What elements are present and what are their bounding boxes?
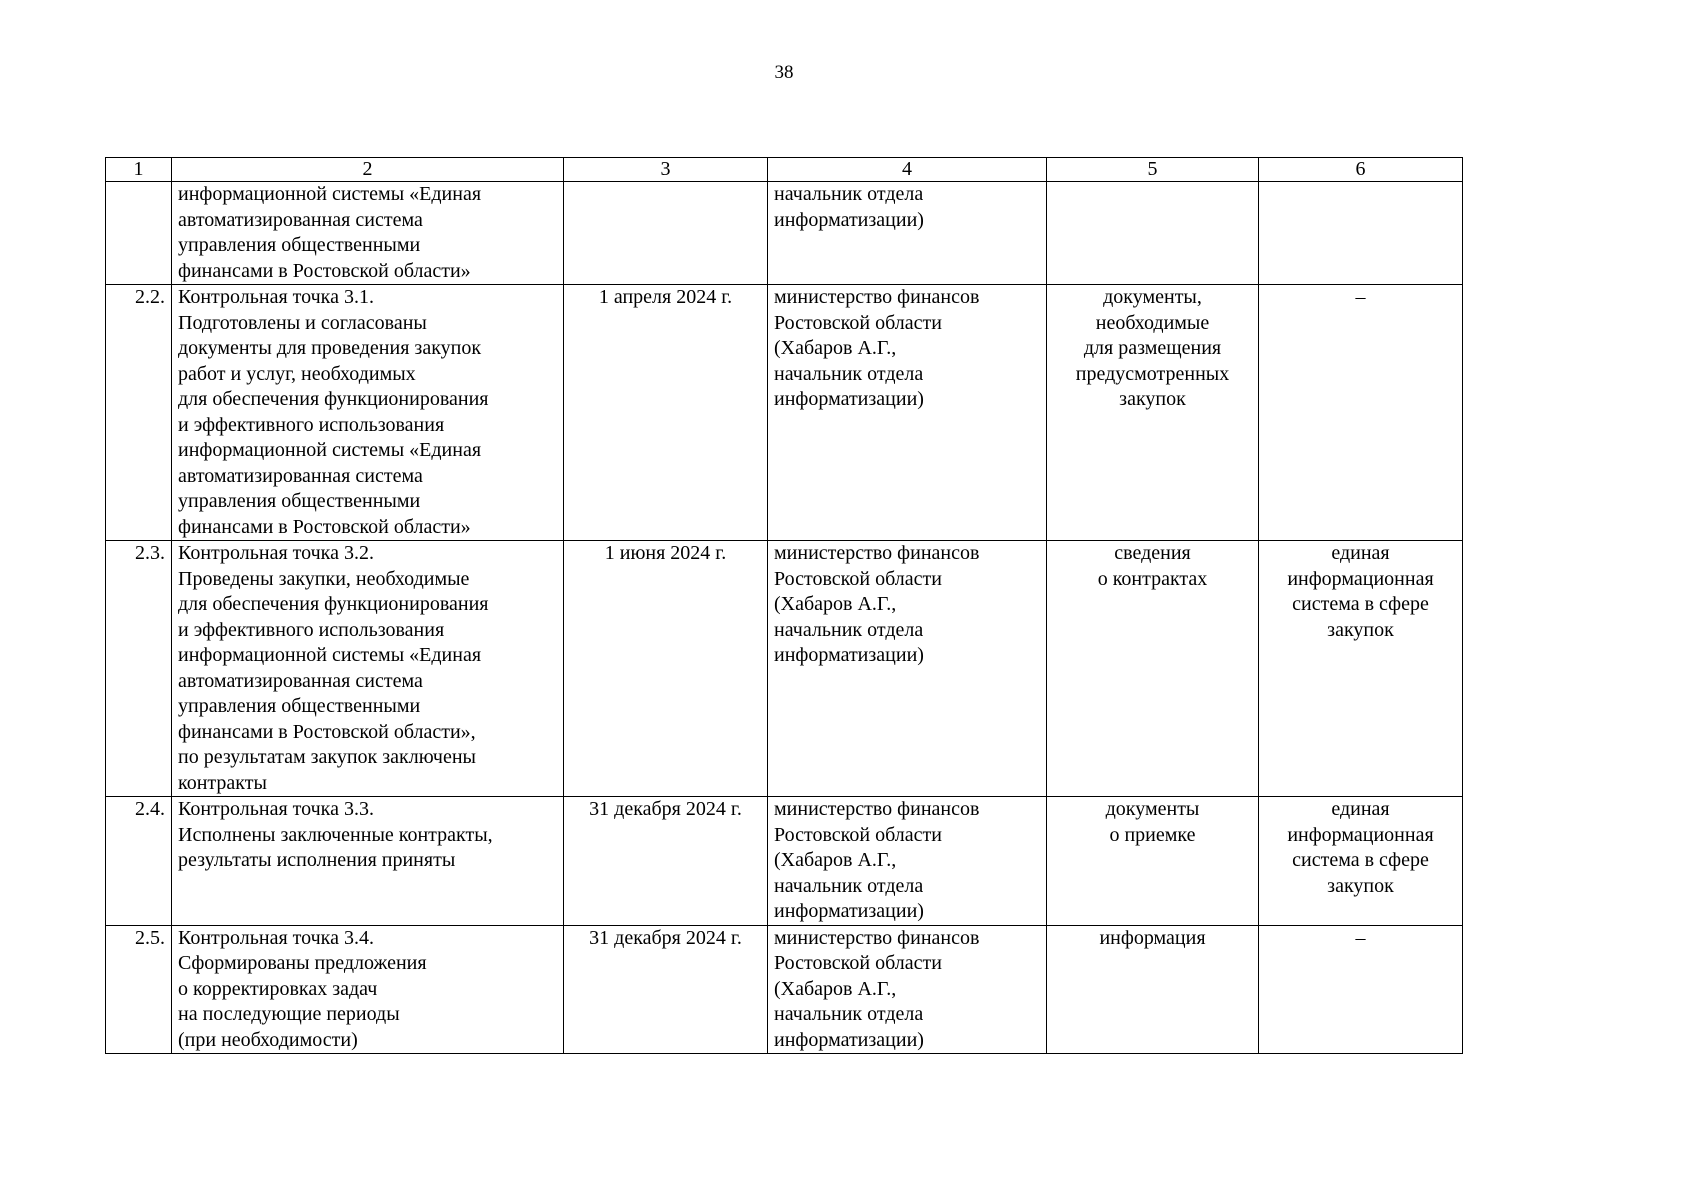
column-number-1: 1 xyxy=(106,158,172,182)
cell-text-line: управления общественными xyxy=(178,695,421,717)
cell-text-line: Контрольная точка 3.4. xyxy=(178,926,374,949)
cell-text-line: для обеспечения функционирования xyxy=(178,388,489,410)
responsible-cell xyxy=(768,285,1047,541)
cell-text-line: Контрольная точка 3.2. xyxy=(178,542,374,564)
column-number-4: 4 xyxy=(768,158,1047,182)
cell-text-line: система в сфере xyxy=(1292,593,1429,615)
cell-text-line: информатизации) xyxy=(774,1028,924,1051)
table-row xyxy=(106,925,1463,1054)
cell-text-line: о приемке xyxy=(1109,823,1196,846)
cell-text-line: начальник отдела xyxy=(774,183,924,205)
cell-text-line: (Хабаров А.Г., xyxy=(774,593,897,615)
information-system-cell xyxy=(1259,925,1463,1054)
cell-text-line: (Хабаров А.Г., xyxy=(774,977,897,1000)
cell-text-line: информатизации) xyxy=(774,900,924,922)
row-number-cell: 2.5. xyxy=(106,925,172,1054)
document-type-cell xyxy=(1047,925,1259,1054)
event-name-cell xyxy=(172,285,564,541)
cell-text-line: начальник отдела xyxy=(774,618,924,641)
cell-text-line: Ростовской области xyxy=(774,823,942,846)
cell-text-line: Подготовлены и согласованы xyxy=(178,311,427,334)
responsible-cell xyxy=(768,182,1047,285)
cell-text-line: и эффективного использования xyxy=(178,413,445,436)
row-number-cell xyxy=(106,182,172,285)
cell-text-line: министерство финансов xyxy=(774,926,980,949)
cell-text-line: – xyxy=(1355,286,1366,308)
event-name-cell xyxy=(172,925,564,1054)
column-number-6: 6 xyxy=(1259,158,1463,182)
event-name-cell xyxy=(172,541,564,797)
cell-text-line: работ и услуг, необходимых xyxy=(178,362,416,385)
cell-text-line: единая xyxy=(1331,798,1390,820)
cell-text-line: информатизации) xyxy=(774,208,924,231)
cell-text-line: для размещения xyxy=(1083,337,1222,359)
cell-text-line: начальник отдела xyxy=(774,1003,924,1025)
table-row xyxy=(106,541,1463,797)
cell-text-line: о контрактах xyxy=(1097,567,1208,590)
column-number-2: 2 xyxy=(172,158,564,182)
cell-text-line: 1 июня 2024 г. xyxy=(604,542,727,564)
cell-text-line: 31 декабря 2024 г. xyxy=(589,926,742,949)
document-type-cell xyxy=(1047,182,1259,285)
cell-text-line: документы для проведения закупок xyxy=(178,337,482,359)
information-system-cell xyxy=(1259,285,1463,541)
cell-text-line: о корректировках задач xyxy=(178,977,378,1000)
cell-text-line: информационной системы «Единая xyxy=(178,183,482,205)
table-body xyxy=(106,182,1463,1054)
column-number-3: 3 xyxy=(564,158,768,182)
cell-text-line: автоматизированная система xyxy=(178,208,423,231)
responsible-cell xyxy=(768,541,1047,797)
table-row xyxy=(106,797,1463,926)
cell-text-line: (Хабаров А.Г., xyxy=(774,337,897,359)
cell-text-line: контракты xyxy=(178,771,267,794)
document-type-cell xyxy=(1047,285,1259,541)
cell-text-line: Проведены закупки, необходимые xyxy=(178,567,470,590)
cell-text-line: министерство финансов xyxy=(774,542,980,564)
cell-text-line: Исполнены заключенные контракты, xyxy=(178,823,493,846)
cell-text-line: информатизации) xyxy=(774,644,924,666)
cell-text-line: на последующие периоды xyxy=(178,1003,400,1025)
row-number-cell: 2.2. xyxy=(106,285,172,541)
cell-text-line: Ростовской области xyxy=(774,952,942,974)
cell-text-line: финансами в Ростовской области» xyxy=(178,259,471,282)
document-type-cell xyxy=(1047,797,1259,926)
cell-text-line: Ростовской области xyxy=(774,311,942,334)
cell-text-line: и эффективного использования xyxy=(178,618,445,641)
cell-text-line: Ростовской области xyxy=(774,567,942,590)
cell-text-line: информационной системы «Единая xyxy=(178,644,482,666)
event-name-cell xyxy=(172,182,564,285)
responsible-cell xyxy=(768,797,1047,926)
cell-text-line: автоматизированная система xyxy=(178,464,423,487)
plan-table xyxy=(105,157,1463,1054)
cell-text-line: сведения xyxy=(1114,542,1191,564)
row-number-cell: 2.3. xyxy=(106,541,172,797)
cell-text-line: закупок xyxy=(1327,874,1394,897)
column-number-5: 5 xyxy=(1047,158,1259,182)
information-system-cell xyxy=(1259,541,1463,797)
cell-text-line: 31 декабря 2024 г. xyxy=(589,798,742,820)
cell-text-line: результаты исполнения приняты xyxy=(178,849,456,871)
cell-text-line: информация xyxy=(1099,926,1206,949)
cell-text-line: документы xyxy=(1105,798,1200,820)
cell-text-line: информатизации) xyxy=(774,388,924,410)
document-type-cell xyxy=(1047,541,1259,797)
cell-text-line: информационная xyxy=(1287,823,1434,846)
row-number-cell: 2.4. xyxy=(106,797,172,926)
deadline-cell xyxy=(564,182,768,285)
cell-text-line: документы, xyxy=(1103,286,1202,308)
cell-text-line: финансами в Ростовской области», xyxy=(178,720,476,743)
cell-text-line: Контрольная точка 3.3. xyxy=(178,798,374,820)
cell-text-line: (Хабаров А.Г., xyxy=(774,849,897,871)
cell-text-line: – xyxy=(1355,926,1366,949)
cell-text-line: автоматизированная система xyxy=(178,669,423,692)
deadline-cell xyxy=(564,797,768,926)
cell-text-line: Контрольная точка 3.1. xyxy=(178,286,374,308)
information-system-cell xyxy=(1259,182,1463,285)
cell-text-line: управления общественными xyxy=(178,234,421,256)
cell-text-line: система в сфере xyxy=(1292,849,1429,871)
cell-text-line: информационной системы «Единая xyxy=(178,439,482,461)
cell-text-line: 1 апреля 2024 г. xyxy=(598,286,733,308)
deadline-cell xyxy=(564,285,768,541)
cell-text-line: необходимые xyxy=(1095,311,1210,334)
responsible-cell xyxy=(768,925,1047,1054)
deadline-cell xyxy=(564,925,768,1054)
cell-text-line: по результатам закупок заключены xyxy=(178,746,476,768)
cell-text-line: начальник отдела xyxy=(774,874,924,897)
deadline-cell xyxy=(564,541,768,797)
information-system-cell xyxy=(1259,797,1463,926)
cell-text-line: информационная xyxy=(1287,567,1434,590)
cell-text-line: управления общественными xyxy=(178,490,421,512)
cell-text-line: закупок xyxy=(1327,618,1394,641)
event-name-cell xyxy=(172,797,564,926)
cell-text-line: для обеспечения функционирования xyxy=(178,593,489,615)
cell-text-line: министерство финансов xyxy=(774,286,980,308)
table-row xyxy=(106,285,1463,541)
cell-text-line: единая xyxy=(1331,542,1390,564)
cell-text-line: начальник отдела xyxy=(774,362,924,385)
cell-text-line: (при необходимости) xyxy=(178,1028,358,1051)
cell-text-line: закупок xyxy=(1119,388,1186,410)
cell-text-line: Сформированы предложения xyxy=(178,952,427,974)
cell-text-line: министерство финансов xyxy=(774,798,980,820)
table-header-row xyxy=(106,158,1463,182)
table-row xyxy=(106,182,1463,285)
cell-text-line: предусмотренных xyxy=(1075,362,1230,385)
page-number: 38 xyxy=(774,62,794,83)
cell-text-line: финансами в Ростовской области» xyxy=(178,515,471,538)
